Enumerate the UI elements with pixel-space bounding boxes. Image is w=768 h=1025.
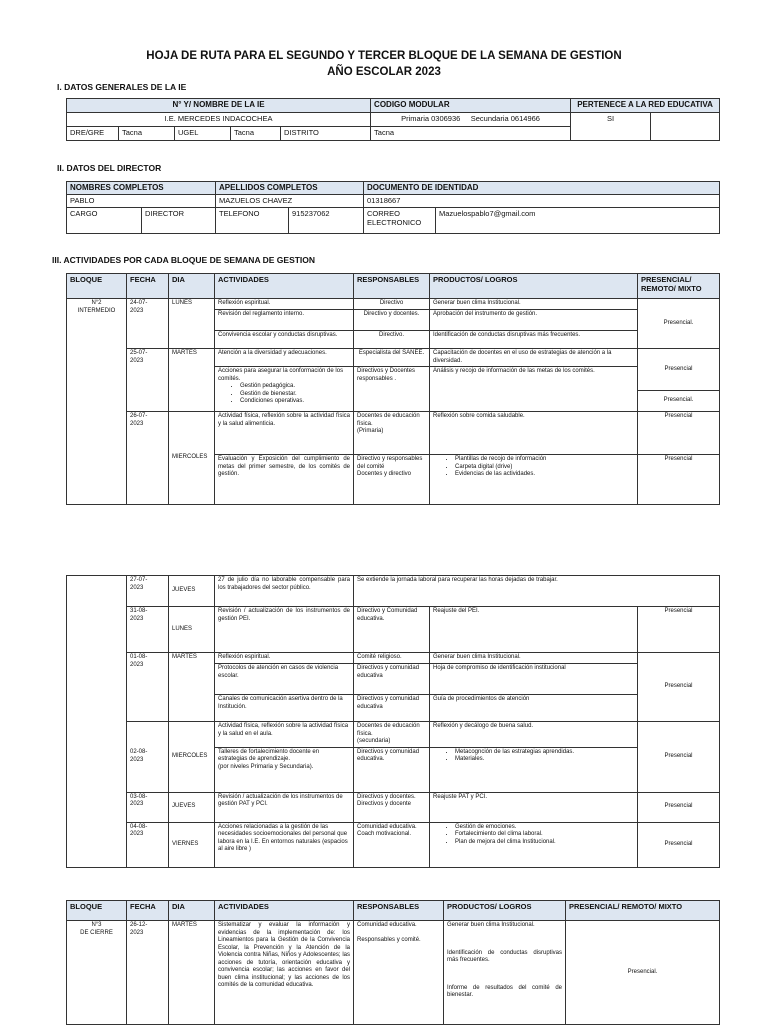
- list-item: • Fortalecimiento del clima laboral.: [455, 831, 634, 839]
- actividad: Convivencia escolar y conductas disruptivas.: [215, 331, 354, 349]
- header-modalidad-2: REMOTO/ MIXTO: [641, 284, 702, 293]
- producto: Capacitación de docentes en el uso de estrategias de atención a la diversidad.: [430, 349, 638, 367]
- header-modalidad: [638, 274, 720, 299]
- codigo-modular-value: [371, 113, 571, 127]
- header-modalidad: PRESENCIAL/ REMOTO/ MIXTO: [566, 901, 720, 921]
- actividad: Revisión del reglamento interno.: [215, 310, 354, 331]
- header-modalidad-1: PRESENCIAL/: [641, 275, 692, 284]
- responsable: Directivo y responsables del comité Docentes y directivo: [354, 455, 430, 505]
- dia-viernes: VIERNES: [169, 822, 215, 867]
- actividades-table-bloque2: [66, 273, 720, 505]
- producto-1: Generar buen clima Institucional.: [447, 922, 535, 928]
- correo-label-2: ELECTRONICO: [367, 218, 422, 227]
- producto: Reflexión y decálogo de buena salud.: [430, 722, 638, 748]
- header-productos: PRODUCTOS/ LOGROS: [444, 901, 566, 921]
- producto: Análisis y recojo de información de las metas de los comités.: [430, 367, 638, 412]
- bloque-blank: [67, 576, 127, 868]
- dia-martes: MARTES: [169, 349, 215, 412]
- actividad: Evaluación y Exposición del cumplimiento de metas del primer semestre, de los comités de gestión.: [215, 455, 354, 505]
- bloque-value: N°3 DE CIERRE: [67, 921, 127, 1025]
- fecha-26-12: 26-12- 2023: [127, 921, 169, 1025]
- modalidad: Presencial: [638, 792, 720, 822]
- distrito-value: Tacna: [371, 127, 571, 141]
- producto: Identificación de conductas disruptivas más frecuentes.: [430, 331, 638, 349]
- document-title-line1: HOJA DE RUTA PARA EL SEGUNDO Y TERCER BLOQUE DE LA SEMANA DE GESTION: [146, 50, 622, 62]
- apellidos-value: MAZUELOS CHAVEZ: [216, 195, 364, 208]
- responsable: Especialista del SANEE.: [354, 349, 430, 367]
- producto: [444, 921, 566, 1025]
- producto: [430, 822, 638, 867]
- ugel-label: UGEL: [175, 127, 231, 141]
- actividad: Acciones relacionadas a la gestión de las necesidades socioemocionales del personal que labora en la I.E. En entornos naturales (espacios al aire libre ): [215, 822, 354, 867]
- modalidad: Presencial: [638, 412, 720, 455]
- header-dia: DIA: [169, 901, 215, 921]
- ugel-value: Tacna: [231, 127, 281, 141]
- fecha-27-07: 27-07- 2023: [127, 576, 169, 607]
- responsable: Directivo: [354, 299, 430, 310]
- header-responsables: RESPONSABLES: [354, 901, 444, 921]
- ie-name: I.E. MERCEDES INDACOCHEA: [67, 113, 371, 127]
- actividad: Sistematizar y evaluar la información y evidencias de la implementación de: los Lineamientos para la Gestión de la Convivencia Escolar, la Prevención y la Atención de la Violencia contra Niñas, Niños y Adolescentes; las acciones de tutoría, orientación educativa y convivencia escolar; las acciones en favor del buen clima institucional; y las acciones de los comités de la comunidad educativa.: [215, 921, 354, 1025]
- producto: Guía de procedimientos de atención: [430, 695, 638, 722]
- codigo-primaria: Primaria 0306936: [401, 114, 461, 123]
- header-bloque: BLOQUE: [67, 901, 127, 921]
- producto: Reajuste del PEI.: [430, 607, 638, 653]
- correo-value: Mazuelospablo7@gmail.com: [436, 208, 720, 234]
- distrito-label: DISTRITO: [281, 127, 371, 141]
- producto: Reflexión sobre comida saludable.: [430, 412, 638, 455]
- header-red-educativa: PERTENECE A LA RED EDUCATIVA: [571, 99, 720, 113]
- list-item: • Gestión pedagógica.: [240, 383, 350, 391]
- responsable: Docentes de educación física. (Primaria): [354, 412, 430, 455]
- fecha-31-08: 31-08- 2023: [127, 607, 169, 653]
- producto: [430, 747, 638, 792]
- header-documento: DOCUMENTO DE IDENTIDAD: [364, 182, 720, 195]
- list-item: • Plan de mejora del clima Institucional.: [455, 839, 634, 847]
- list-item: • Gestión de emociones.: [455, 824, 634, 832]
- responsable: Directivos y comunidad educativa: [354, 695, 430, 722]
- list-item: • Condiciones operativas.: [240, 398, 350, 406]
- responsable: Directivo y docentes.: [354, 310, 430, 331]
- producto-3: Informe de resultados del comité de bienestar.: [447, 984, 562, 998]
- header-dia: DIA: [169, 274, 215, 299]
- actividad-text: Acciones para asegurar la conformación de los comités.: [218, 368, 344, 382]
- producto: Reajuste PAT y PCI.: [430, 792, 638, 822]
- modalidad: Presencial: [638, 653, 720, 722]
- responsable: Directivo.: [354, 331, 430, 349]
- fecha-01-08: 01-08- 2023: [127, 653, 169, 722]
- actividades-table-continuacion: [66, 575, 720, 868]
- responsable: Directivos y Docentes responsables .: [354, 367, 430, 412]
- modalidad: Presencial: [638, 455, 720, 505]
- document-title-line2: AÑO ESCOLAR 2023: [327, 66, 441, 78]
- list-item: • Carpeta digital (drive): [455, 464, 634, 472]
- actividad: Reflexión espiritual.: [215, 299, 354, 310]
- dia-martes: MARTES: [169, 921, 215, 1025]
- responsable-1: Comunidad educativa.: [357, 922, 417, 928]
- responsable: Docentes de educación física. (secundaria): [354, 722, 430, 748]
- producto: Se extiende la jornada laboral para recuperar las horas dejadas de trabajar.: [354, 576, 720, 607]
- telefono-value: 915237062: [289, 208, 364, 234]
- section-heading-datos-director: II. DATOS DEL DIRECTOR: [57, 163, 162, 173]
- correo-label: [364, 208, 436, 234]
- actividad: Talleres de fortalecimiento docente en estrategias de aprendizaje. (por niveles Primaria y Secundaria).: [215, 747, 354, 792]
- list-item: • Gestión de bienestar.: [240, 391, 350, 399]
- fecha-03-08: 03-08- 2023: [127, 792, 169, 822]
- producto: Aprobación del instrumento de gestión.: [430, 310, 638, 331]
- fecha-02-08: 02-08- 2023: [127, 722, 169, 793]
- datos-director-table: [66, 181, 720, 234]
- responsable: Directivos y comunidad educativa: [354, 664, 430, 695]
- bloque-value: N°2 INTERMEDIO: [67, 299, 127, 505]
- actividad: Protocolos de atención en casos de violencia escolar.: [215, 664, 354, 695]
- fecha-24-07: 24-07- 2023: [127, 299, 169, 349]
- cargo-value: DIRECTOR: [142, 208, 216, 234]
- header-fecha: FECHA: [127, 274, 169, 299]
- actividades-table-bloque3: [66, 900, 720, 1025]
- fecha-04-08: 04-08- 2023: [127, 822, 169, 867]
- dre-label: DRE/GRE: [67, 127, 119, 141]
- datos-generales-table: [66, 98, 720, 141]
- actividad: 27 de julio día no laborable compensable para los trabajadores del sector público.: [215, 576, 354, 607]
- producto-2: Identificación de conductas disruptivas más frecuentes.: [447, 949, 562, 963]
- modalidad: Presencial.: [566, 921, 720, 1025]
- producto: [430, 455, 638, 505]
- list-item: • Metacognción de las estrategias aprendidas.: [455, 749, 634, 757]
- codigo-secundaria: Secundaria 0614966: [470, 114, 540, 123]
- nombres-value: PABLO: [67, 195, 216, 208]
- header-nombres: NOMBRES COMPLETOS: [67, 182, 216, 195]
- responsable: Directivos y comunidad educativa.: [354, 747, 430, 792]
- list-item: • Plantillas de recojo de información: [455, 456, 634, 464]
- red-educativa-blank: [651, 113, 720, 141]
- actividad: Reflexión espiritual.: [215, 653, 354, 664]
- dia-martes: MARTES: [169, 653, 215, 722]
- modalidad: Presencial: [638, 822, 720, 867]
- header-actividades: ACTIVIDADES: [215, 901, 354, 921]
- fecha-26-07: 26-07- 2023: [127, 412, 169, 505]
- responsable: Directivos y docentes. Directivos y docente: [354, 792, 430, 822]
- dia-lunes: LUNES: [169, 299, 215, 349]
- actividad: Atención a la diversidad y adecuaciones.: [215, 349, 354, 367]
- section-heading-datos-generales: I. DATOS GENERALES DE LA IE: [57, 82, 187, 92]
- modalidad: Presencial: [638, 607, 720, 653]
- header-codigo-modular: CODIGO MODULAR: [371, 99, 571, 113]
- responsable: [354, 921, 444, 1025]
- modalidad: Presencial.: [638, 299, 720, 349]
- responsable: Comunidad educativa. Coach motivacional.: [354, 822, 430, 867]
- responsable: Comité religioso.: [354, 653, 430, 664]
- modalidad: Presencial: [638, 722, 720, 793]
- header-nombre-ie: N° Y/ NOMBRE DE LA IE: [67, 99, 371, 113]
- header-apellidos: APELLIDOS COMPLETOS: [216, 182, 364, 195]
- dia-miercoles: MIERCOLES: [169, 412, 215, 505]
- header-fecha: FECHA: [127, 901, 169, 921]
- fecha-25-07: 25-07- 2023: [127, 349, 169, 412]
- responsable: Directivo y Comunidad educativa.: [354, 607, 430, 653]
- dia-jueves: JUEVES: [169, 792, 215, 822]
- header-actividades: ACTIVIDADES: [215, 274, 354, 299]
- list-item: • Materiales.: [455, 756, 634, 764]
- dia-miercoles: MIERCOLES: [169, 722, 215, 793]
- correo-label-1: CORREO: [367, 209, 400, 218]
- actividad: Canales de comunicación asertiva dentro de la Institución.: [215, 695, 354, 722]
- producto: Generar buen clima Institucional.: [430, 299, 638, 310]
- cargo-label: CARGO: [67, 208, 142, 234]
- actividad: [215, 367, 354, 412]
- modalidad: Presencial: [638, 349, 720, 391]
- section-heading-actividades: III. ACTIVIDADES POR CADA BLOQUE DE SEMANA DE GESTION: [52, 255, 316, 265]
- actividad: Actividad física, reflexión sobre la actividad física y la salud en el aula.: [215, 722, 354, 748]
- producto: Hoja de compromiso de identificación institucional: [430, 664, 638, 695]
- producto: Generar buen clima Institucional.: [430, 653, 638, 664]
- header-responsables: RESPONSABLES: [354, 274, 430, 299]
- actividad: Revisión / actualización de los instrumentos de gestión PEI.: [215, 607, 354, 653]
- documento-value: 01318667: [364, 195, 720, 208]
- red-educativa-value: SI: [571, 113, 651, 141]
- actividad: Revisión / actualización de los instrumentos de gestión PAT y PCI.: [215, 792, 354, 822]
- list-item: • Evidencias de las actividades.: [455, 471, 634, 479]
- header-bloque: BLOQUE: [67, 274, 127, 299]
- actividad: Actividad física, reflexión sobre la actividad física y la salud alimenticia.: [215, 412, 354, 455]
- header-productos: PRODUCTOS/ LOGROS: [430, 274, 638, 299]
- responsable-2: Responsables y comité.: [357, 936, 421, 943]
- dia-jueves: JUEVES: [169, 576, 215, 607]
- modalidad: Presencial.: [638, 391, 720, 412]
- telefono-label: TELEFONO: [216, 208, 289, 234]
- dre-value: Tacna: [119, 127, 175, 141]
- dia-lunes: LUNES: [169, 607, 215, 653]
